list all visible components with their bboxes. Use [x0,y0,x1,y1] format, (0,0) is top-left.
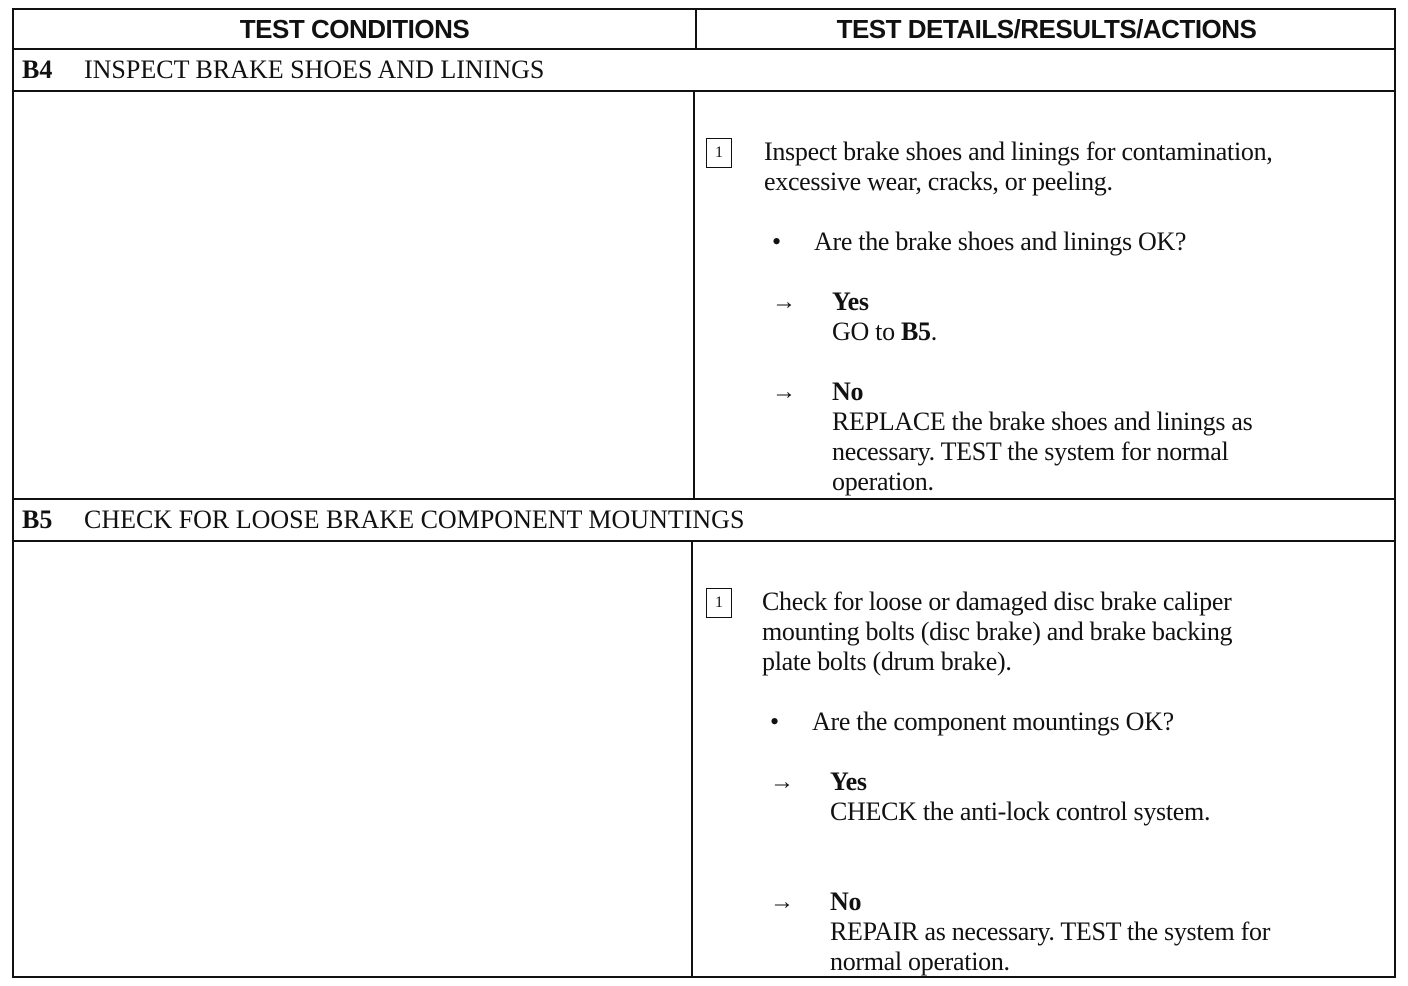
section-b4-yes-label: Yes [832,287,869,316]
section-b4-bullet-icon: • [772,227,782,256]
section-b5-no-arrow-icon: → [770,889,794,915]
section-b5-yes-label: Yes [830,767,867,796]
section-b5-yes-block [830,767,1210,827]
section-b4-no-action-line2: necessary. TEST the system for normal [832,437,1229,466]
section-b5-question: Are the component mountings OK? [812,707,1174,736]
section-b5-no-action-line1: REPAIR as necessary. TEST the system for [830,917,1271,946]
section-b5-title-row [14,500,1394,542]
section-b4-yes-action-ref: B5 [900,317,931,346]
section-b4-no-action-line1: REPLACE the brake shoes and linings as [832,407,1253,436]
section-b5-no-action-line2: normal operation. [830,947,1010,976]
section-b4-question: Are the brake shoes and linings OK? [814,227,1187,256]
section-b5-no-label: No [830,887,862,916]
section-b4-no-action-line3: operation. [832,467,934,496]
section-b5-title: CHECK FOR LOOSE BRAKE COMPONENT MOUNTINGS [84,505,745,534]
section-b4-no-arrow-icon: → [772,379,796,405]
section-b4-details [706,92,1396,498]
section-b5-details [706,542,1396,978]
header-divider [695,10,697,50]
section-b5-step-box: 1 [706,588,732,618]
section-b5-id: B5 [22,505,53,534]
section-b5-no-block [830,887,1270,977]
section-b4-step-text [764,137,1272,197]
section-b4-step-box: 1 [706,138,732,168]
table-header-row [14,10,1394,50]
section-b5-step-line1: Check for loose or damaged disc brake caliper [762,587,1232,616]
section-b4-title-row [14,50,1394,92]
diagnostic-table [12,8,1396,978]
section-b4-yes-action-prefix: GO to [832,317,901,346]
section-b4-step-line1: Inspect brake shoes and linings for contamination, [764,137,1273,166]
section-b4-no-label: No [832,377,864,406]
section-b4-no-block [832,377,1252,497]
section-b4-yes-block [832,287,937,347]
header-test-conditions: TEST CONDITIONS [239,14,470,44]
section-b5-yes-arrow-icon: → [770,769,794,795]
section-b5-yes-action: CHECK the anti-lock control system. [830,797,1211,826]
section-b4-step-line2: excessive wear, cracks, or peeling. [764,167,1113,196]
section-b5-divider [691,542,693,978]
section-b4-title: INSPECT BRAKE SHOES AND LININGS [84,55,545,84]
section-b5-step-text [762,587,1232,677]
section-b4-id: B4 [22,55,53,84]
section-b5-step-line2: mounting bolts (disc brake) and brake backing [762,617,1233,646]
header-test-details: TEST DETAILS/RESULTS/ACTIONS [836,14,1257,44]
section-b5-bullet-icon: • [770,707,780,736]
section-b4-yes-action-suffix: . [930,317,937,346]
section-b4-divider [693,92,695,498]
section-b5-step-line3: plate bolts (drum brake). [762,647,1012,676]
section-b4-yes-arrow-icon: → [772,289,796,315]
